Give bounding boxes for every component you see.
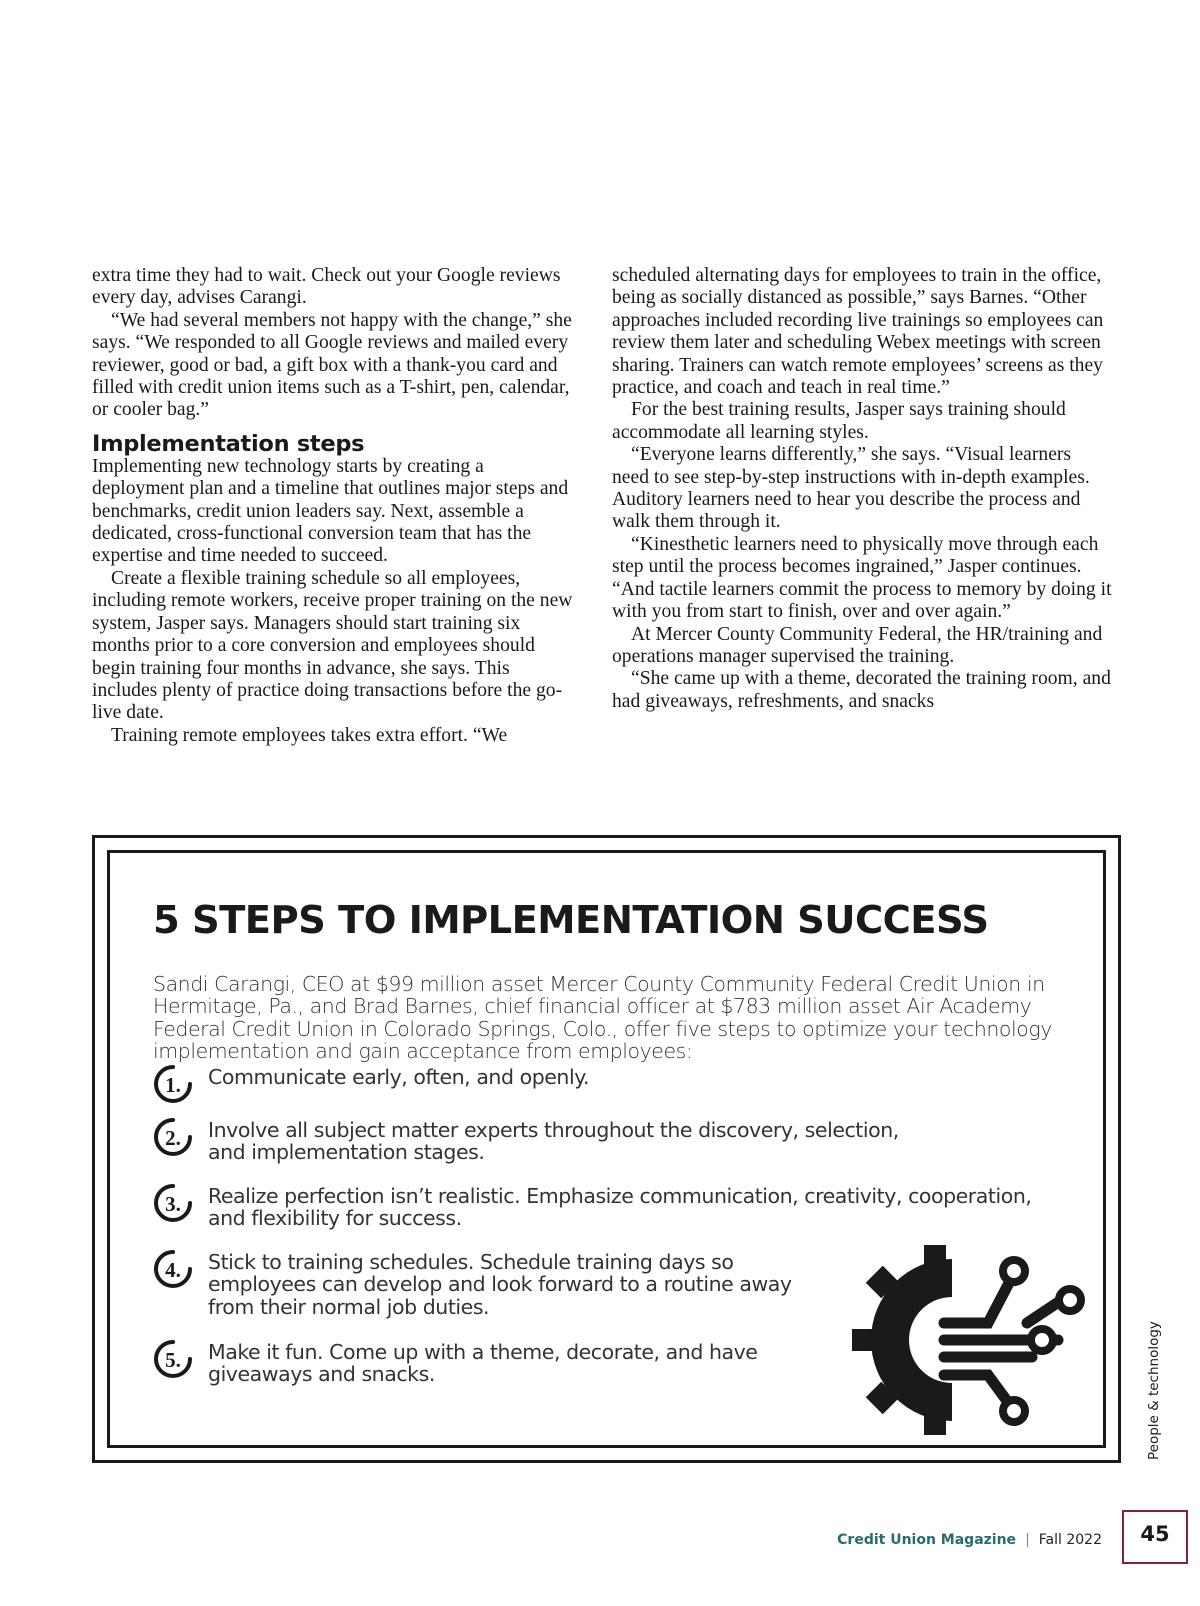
body-paragraph: At Mercer County Community Federal, the HR/training and operations manager supervised the training. xyxy=(612,623,1103,667)
body-paragraph: Create a flexible training schedule so all employees, including remote workers, receive proper training on the new system, Jasper says. Managers should start training six months prior to a core conversion and employees should begin training four months in advance, she says. This includes plenty of practice doing transactions before the go-live date. xyxy=(92,567,573,724)
footer-separator: | xyxy=(1025,1532,1030,1548)
step-number-badge xyxy=(153,1117,193,1157)
magazine-name: Credit Union Magazine xyxy=(837,1532,1017,1548)
svg-text:4.: 4. xyxy=(165,1258,181,1282)
page-number: 45 xyxy=(1122,1510,1188,1564)
step-text: Involve all subject matter experts throughout the discovery, selection, and implementation stages. xyxy=(208,1118,899,1165)
step-item xyxy=(153,1183,1068,1230)
step-text: Stick to training schedules. Schedule training days so employees can develop and look forward to a routine away from their normal job duties. xyxy=(208,1250,792,1319)
step-text: Realize perfection isn’t realistic. Emphasize communication, creativity, cooperation, and flexibility for success. xyxy=(208,1184,1032,1231)
gear-circuit-icon xyxy=(852,1245,1088,1435)
body-paragraph: “Kinesthetic learners need to physically move through each step until the process becomes ingrained,” Jasper continues. “And tactile learners commit the process to memory by doing it with you from start to finish, over and over again.” xyxy=(612,533,1112,623)
step-number-badge xyxy=(153,1183,193,1223)
step-item xyxy=(153,1339,768,1386)
svg-text:1.: 1. xyxy=(165,1073,181,1097)
body-paragraph: Implementing new technology starts by creating a deployment plan and a timeline that outlines major steps and benchmarks, credit union leaders say. Next, assemble a dedicated, cross-functional conversion team that has the expertise and time needed to succeed. xyxy=(92,455,569,567)
page-footer xyxy=(837,1532,1102,1548)
article-right-column xyxy=(612,265,1112,713)
svg-text:2.: 2. xyxy=(165,1126,181,1150)
body-paragraph: For the best training results, Jasper says training should accommodate all learning styles. xyxy=(612,399,1066,443)
step-item xyxy=(153,1064,589,1104)
step-number-badge xyxy=(153,1339,193,1379)
step-text: Communicate early, often, and openly. xyxy=(208,1065,590,1089)
body-paragraph: “She came up with a theme, decorated the training room, and had giveaways, refreshments, and snacks xyxy=(612,668,1111,712)
step-number-badge xyxy=(153,1249,193,1289)
article-left-column xyxy=(92,265,576,747)
step-item xyxy=(153,1117,938,1164)
issue-date: Fall 2022 xyxy=(1038,1532,1102,1548)
body-paragraph: extra time they had to wait. Check out your Google reviews every day, advises Carangi. xyxy=(92,265,561,309)
section-heading: Implementation steps xyxy=(92,430,365,457)
sidebar-title: 5 STEPS TO IMPLEMENTATION SUCCESS xyxy=(153,898,989,943)
sidebar-intro: Sandi Carangi, CEO at $99 million asset Mercer County Community Federal Credit Union in Hermitage, Pa., and Brad Barnes, chief financial officer at $783 million asset Air Academy Federal Credit Union in Colorado Springs, Colo., offer five steps to optimize your technology implementation and gain acceptance from employees: xyxy=(153,972,1052,1064)
sidebar-inner-frame xyxy=(107,850,1106,1448)
sidebar-box xyxy=(92,835,1121,1463)
body-paragraph: “Everyone learns differently,” she says. “Visual learners need to see step-by-step instructions with in-depth examples. Auditory learners need to hear you describe the process and walk them through it. xyxy=(612,444,1090,533)
step-number-badge xyxy=(153,1064,193,1104)
svg-text:5.: 5. xyxy=(165,1348,181,1372)
section-side-label: People & technology xyxy=(1146,1321,1162,1460)
step-text: Make it fun. Come up with a theme, decorate, and have giveaways and snacks. xyxy=(208,1340,758,1387)
step-item xyxy=(153,1249,838,1318)
body-paragraph: Training remote employees takes extra effort. “We xyxy=(111,724,508,746)
body-paragraph: scheduled alternating days for employees to train in the office, being as socially distanced as possible,” says Barnes. “Other approaches included recording live trainings so employees can review them later and scheduling Webex meetings with screen sharing. Trainers can watch remote employees’ screens as they practice, and coach and teach in real time.” xyxy=(612,265,1104,399)
svg-text:3.: 3. xyxy=(165,1192,181,1216)
body-paragraph: “We had several members not happy with the change,” she says. “We responded to all Google reviews and mailed every reviewer, good or bad, a gift box with a thank-you card and filled with credit union items such as a T-shirt, pen, calendar, or cooler bag.” xyxy=(92,309,572,421)
